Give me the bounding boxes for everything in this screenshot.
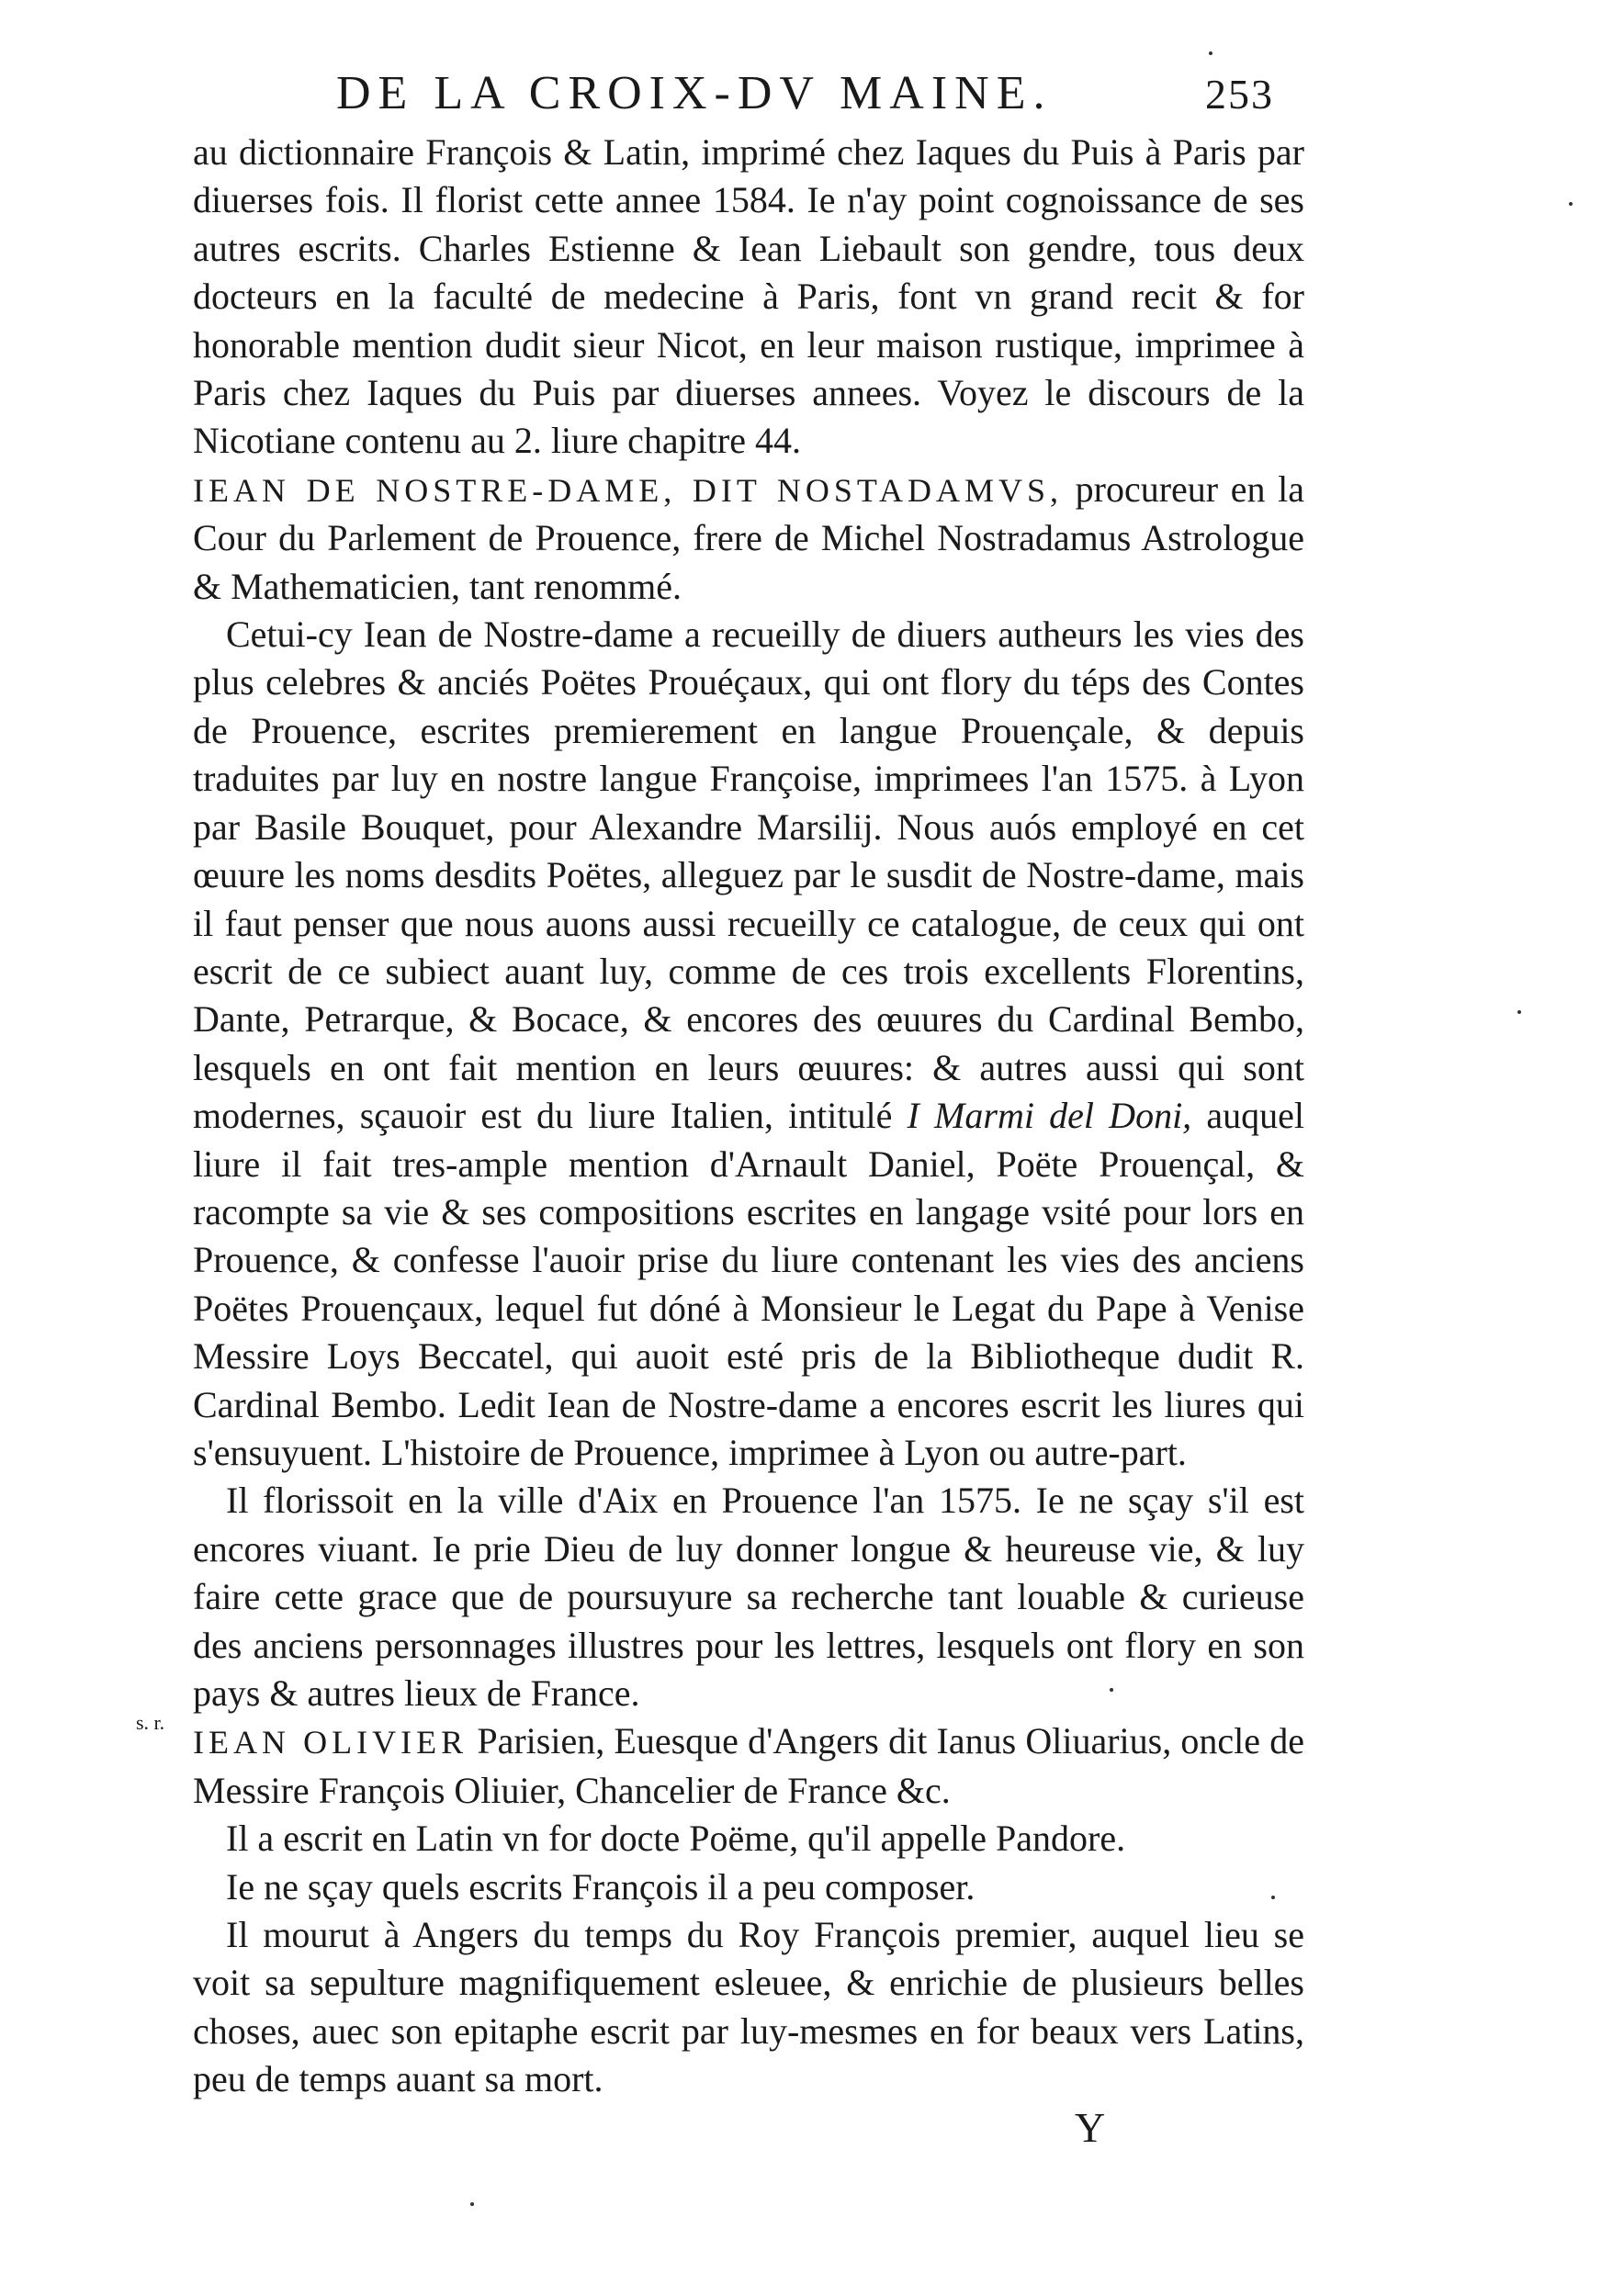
entry-nostredame <box>193 466 1304 611</box>
paragraph-text: Cetui-cy Iean de Nostre-dame a recueilly de diuers autheurs les vies des plus celebres & anciés Poëtes Prouéçaux, qui ont flory du téps des Contes de Prouence, escrites premierement en langue Prouençale, & depuis traduites par luy en nostre langue Françoise, imprimees l'an 1575. à Lyon par Basile Bouquet, pour Alexandre Marsilij. Nous auós employé en cet œuure les noms desdits Poëtes, alleguez par le susdit de Nostre-dame, mais il faut penser que nous auons aussi recueilly ce catalogue, de ceux qui ont escrit de ce subiect auant luy, comme de ces trois excellents Florentins, Dante, Petrarque, & Bocace, & encores des œuures du Cardinal Bembo, lesquels en ont fait mention en leurs œuures: & autres aussi qui sont modernes, sçauoir est du liure Italien, intitulé <box>193 613 1304 1137</box>
paragraph-olivier-pandore: Il a escrit en Latin vn for docte Poëme, qu'il appelle Pandore. <box>226 1818 1126 1860</box>
paragraph-nicot-continued: au dictionnaire François & Latin, imprimé chez Iaques du Puis à Paris par diuerses fois. Il florist cette annee 1584. Ie n'ay point cognoissance de ses autres escrits. Charles Estienne & Iean Liebault son gendre, tous deux docteurs en la faculté de medecine à Paris, font vn grand recit & for honorable mention dudit sieur Nicot, en leur maison rustique, imprimee à Paris chez Iaques du Puis par diuerses annees. Voyez le discours de la Nicotiane contenu au 2. liure chapitre 44. <box>193 131 1304 462</box>
running-title: DE LA CROIX-DV MAINE. <box>336 67 1053 119</box>
book-title: I Marmi del Doni, <box>907 1095 1192 1137</box>
ink-speck <box>1569 202 1573 206</box>
paragraph-nostredame-flourished: Il florissoit en la ville d'Aix en Prouence l'an 1575. Ie ne sçay s'il est encores viuant. Ie prie Dieu de luy donner longue & heureuse vie, & luy faire cette grace que de poursuyure sa recherche tant louable & curieuse des anciens personnages illustres pour les lettres, lesquels ont flory en son pays & autres lieux de France. <box>193 1480 1304 1714</box>
ink-speck <box>1209 51 1212 55</box>
signature-mark: Y <box>1075 2104 1106 2151</box>
page-number: 253 <box>1205 71 1274 118</box>
ink-speck <box>470 2202 474 2206</box>
entry-name: IEAN OLIVIER <box>193 1724 468 1761</box>
ink-speck <box>1517 1010 1521 1014</box>
paragraph-text-rest: auquel liure il fait tres-ample mention d'Arnault Daniel, Poëte Prouençal, & racompte sa vie & ses compositions escrites en langage vsité pour lors en Prouence, & confesse l'auoir prise du liure contenant les vies des anciens Poëtes Prouençaux, lequel fut dóné à Monsieur le Legat du Pape à Venise Messire Loys Beccatel, qui auoit esté pris de la Bibliotheque dudit R. Cardinal Bembo. Ledit Iean de Nostre-dame a encores escrit les liures qui s'ensuyuent. L'histoire de Prouence, imprimee à Lyon ou autre-part. <box>193 1095 1304 1473</box>
body-text <box>193 129 1304 2104</box>
entry-olivier <box>193 1717 1304 1815</box>
entry-description: Parisien, Euesque d'Angers dit Ianus Oliuarius, oncle de Messire François Oliuier, Chancelier de France &c. <box>193 1720 1304 1811</box>
margin-note: s. r. <box>136 1711 165 1734</box>
paragraph-olivier-death: Il mourut à Angers du temps du Roy François premier, auquel lieu se voit sa sepulture magnifiquement esleuee, & enrichie de plusieurs belles choses, auec son epitaphe escrit par luy-mesmes en for beaux vers Latins, peu de temps auant sa mort. <box>193 1914 1304 2100</box>
entry-name: IEAN DE NOSTRE-DAME, DIT NOSTADAMVS, <box>193 471 1063 509</box>
paragraph-nostredame-works <box>193 611 1304 1477</box>
ink-speck <box>1271 1896 1275 1899</box>
entry-description: procureur en la Cour du Parlement de Prouence, frere de Michel Nostradamus Astrologue & Mathematicien, tant renommé. <box>193 467 1305 607</box>
paragraph-olivier-french: Ie ne sçay quels escrits François il a peu composer. <box>226 1865 976 1908</box>
ink-speck <box>1110 1688 1113 1692</box>
